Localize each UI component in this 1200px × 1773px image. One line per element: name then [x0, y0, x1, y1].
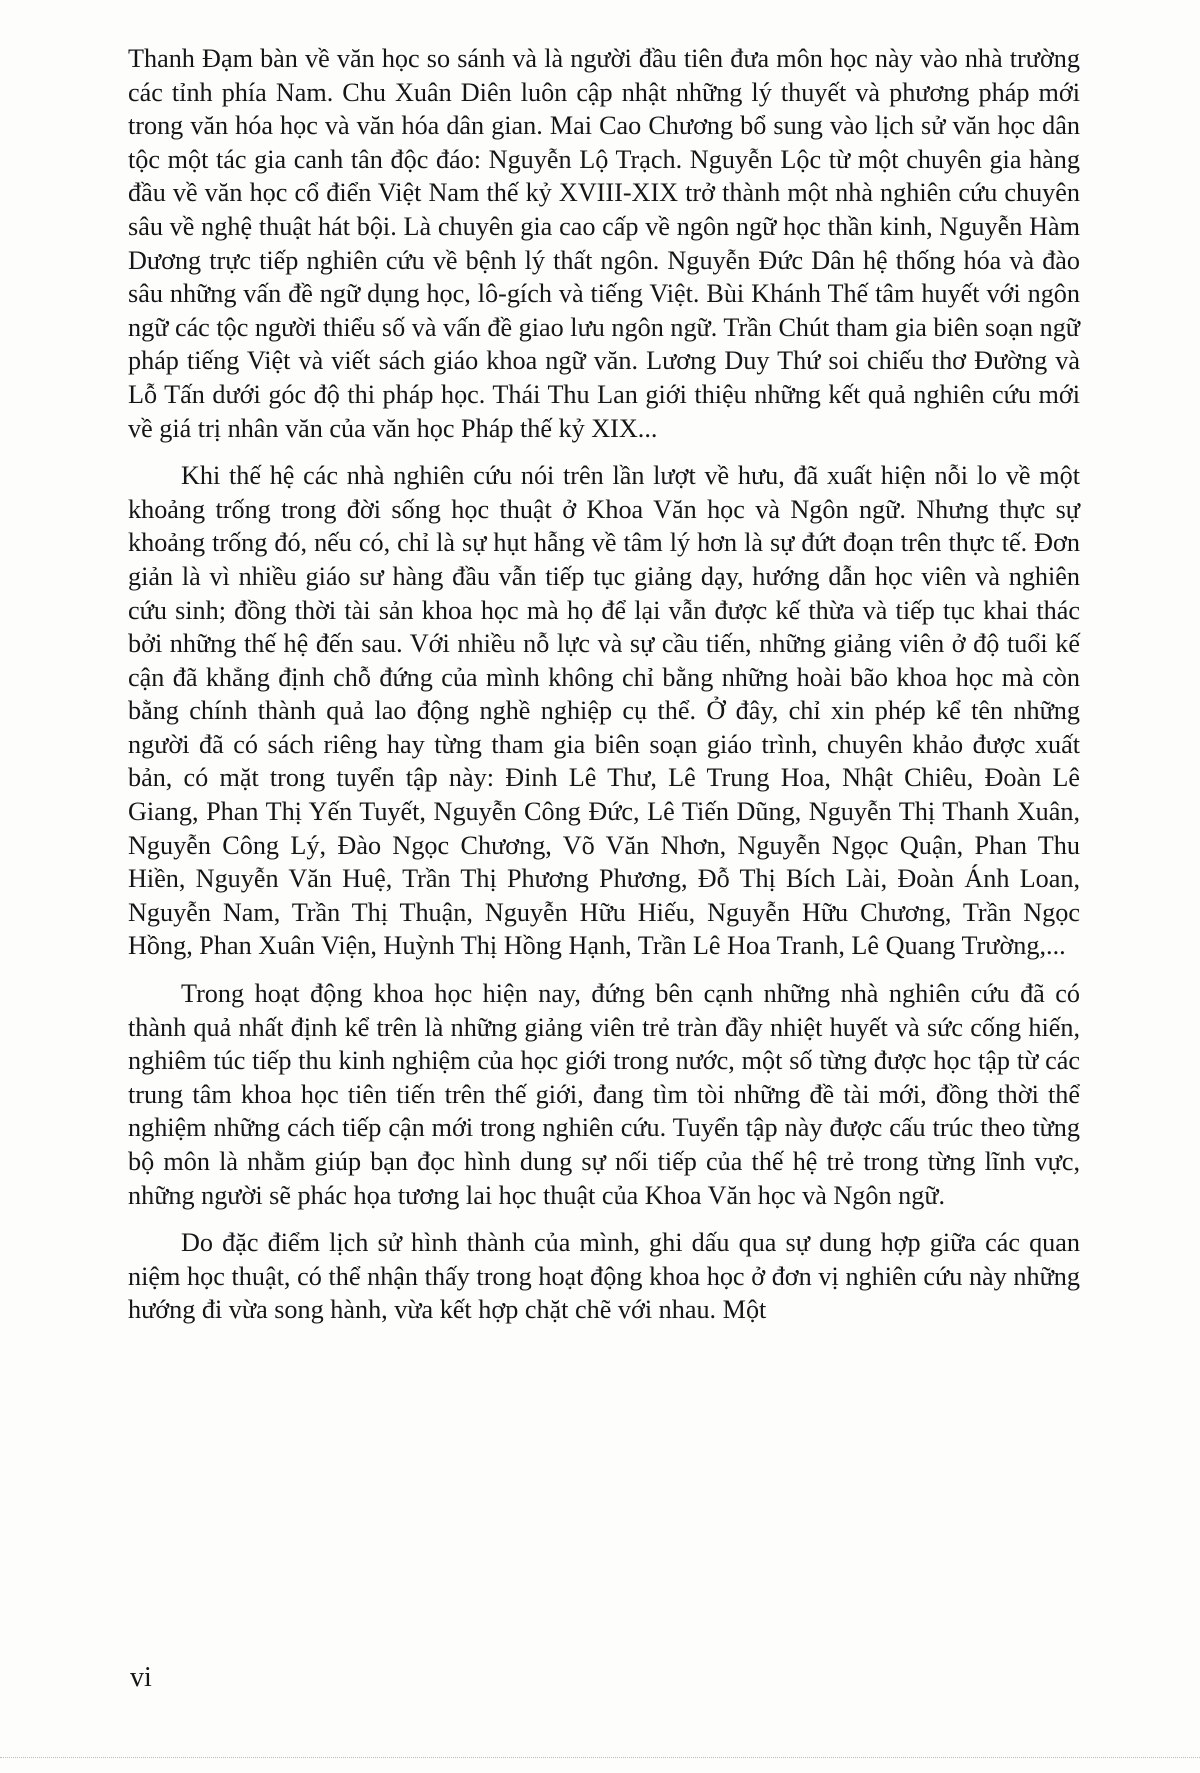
page-number: vi — [130, 1662, 152, 1693]
paragraph-2: Khi thế hệ các nhà nghiên cứu nói trên lần lượt về hưu, đã xuất hiện nỗi lo về một khoảng trống trong đời sống học thuật ở Khoa Văn học và Ngôn ngữ. Nhưng thực sự khoảng trống đó, nếu có, chỉ là sự hụt hẫng về tâm lý hơn là sự đứt đoạn trên thực tế. Đơn giản là vì nhiều giáo sư hàng đầu vẫn tiếp tục giảng dạy, hướng dẫn học viên và nghiên cứu sinh; đồng thời tài sản khoa học mà họ để lại vẫn được kế thừa và tiếp tục khai thác bởi những thế hệ đến sau. Với nhiều nỗ lực và sự cầu tiến, những giảng viên ở độ tuổi kế cận đã khẳng định chỗ đứng của mình không chỉ bằng những hoài bão khoa học mà còn bằng chính thành quả lao động nghề nghiệp cụ thể. Ở đây, chỉ xin phép kể tên những người đã có sách riêng hay từng tham gia biên soạn giáo trình, chuyên khảo được xuất bản, có mặt trong tuyển tập này: Đinh Lê Thư, Lê Trung Hoa, Nhật Chiêu, Đoàn Lê Giang, Phan Thị Yến Tuyết, Nguyễn Công Đức, Lê Tiến Dũng, Nguyễn Thị Thanh Xuân, Nguyễn Công Lý, Đào Ngọc Chương, Võ Văn Nhơn, Nguyễn Ngọc Quận, Phan Thu Hiền, Nguyễn Văn Huệ, Trần Thị Phương Phương, Đỗ Thị Bích Lài, Đoàn Ánh Loan, Nguyễn Nam, Trần Thị Thuận, Nguyễn Hữu Hiếu, Nguyễn Hữu Chương, Trần Ngọc Hồng, Phan Xuân Viện, Huỳnh Thị Hồng Hạnh, Trần Lê Hoa Tranh, Lê Quang Trường,... — [128, 461, 1080, 961]
paragraph-4: Do đặc điểm lịch sử hình thành của mình, ghi dấu qua sự dung hợp giữa các quan niệm học thuật, có thể nhận thấy trong hoạt động khoa học ở đơn vị nghiên cứu này những hướng đi vừa song hành, vừa kết hợp chặt chẽ với nhau. Một — [128, 1228, 1080, 1325]
page-body — [128, 42, 1080, 1341]
scan-edge-line — [0, 1757, 1200, 1759]
paragraph-3: Trong hoạt động khoa học hiện nay, đứng bên cạnh những nhà nghiên cứu đã có thành quả nhất định kể trên là những giảng viên trẻ tràn đầy nhiệt huyết và sức cống hiến, nghiêm túc tiếp thu kinh nghiệm của học giới trong nước, một số từng được học tập từ các trung tâm khoa học tiên tiến trên thế giới, đang tìm tòi những đề tài mới, đồng thời thể nghiệm những cách tiếp cận mới trong nghiên cứu. Tuyển tập này được cấu trúc theo từng bộ môn là nhằm giúp bạn đọc hình dung sự nối tiếp của thế hệ trẻ trong từng lĩnh vực, những người sẽ phác họa tương lai học thuật của Khoa Văn học và Ngôn ngữ. — [128, 979, 1080, 1210]
paragraph-1: Thanh Đạm bàn về văn học so sánh và là người đầu tiên đưa môn học này vào nhà trường các tỉnh phía Nam. Chu Xuân Diên luôn cập nhật những lý thuyết và phương pháp mới trong văn hóa học và văn hóa dân gian. Mai Cao Chương bổ sung vào lịch sử văn học dân tộc một tác gia canh tân độc đáo: Nguyễn Lộ Trạch. Nguyễn Lộc từ một chuyên gia hàng đầu về văn học cổ điển Việt Nam thế kỷ XVIII-XIX trở thành một nhà nghiên cứu chuyên sâu về nghệ thuật hát bội. Là chuyên gia cao cấp về ngôn ngữ học thần kinh, Nguyễn Hàm Dương trực tiếp nghiên cứu về bệnh lý thất ngôn. Nguyễn Đức Dân hệ thống hóa và đào sâu những vấn đề ngữ dụng học, lô-gích và tiếng Việt. Bùi Khánh Thế tâm huyết với ngôn ngữ các tộc người thiểu số và vấn đề giao lưu ngôn ngữ. Trần Chút tham gia biên soạn ngữ pháp tiếng Việt và viết sách giáo khoa ngữ văn. Lương Duy Thứ soi chiếu thơ Đường và Lỗ Tấn dưới góc độ thi pháp học. Thái Thu Lan giới thiệu những kết quả nghiên cứu mới về giá trị nhân văn của văn học Pháp thế kỷ XIX... — [128, 44, 1080, 443]
